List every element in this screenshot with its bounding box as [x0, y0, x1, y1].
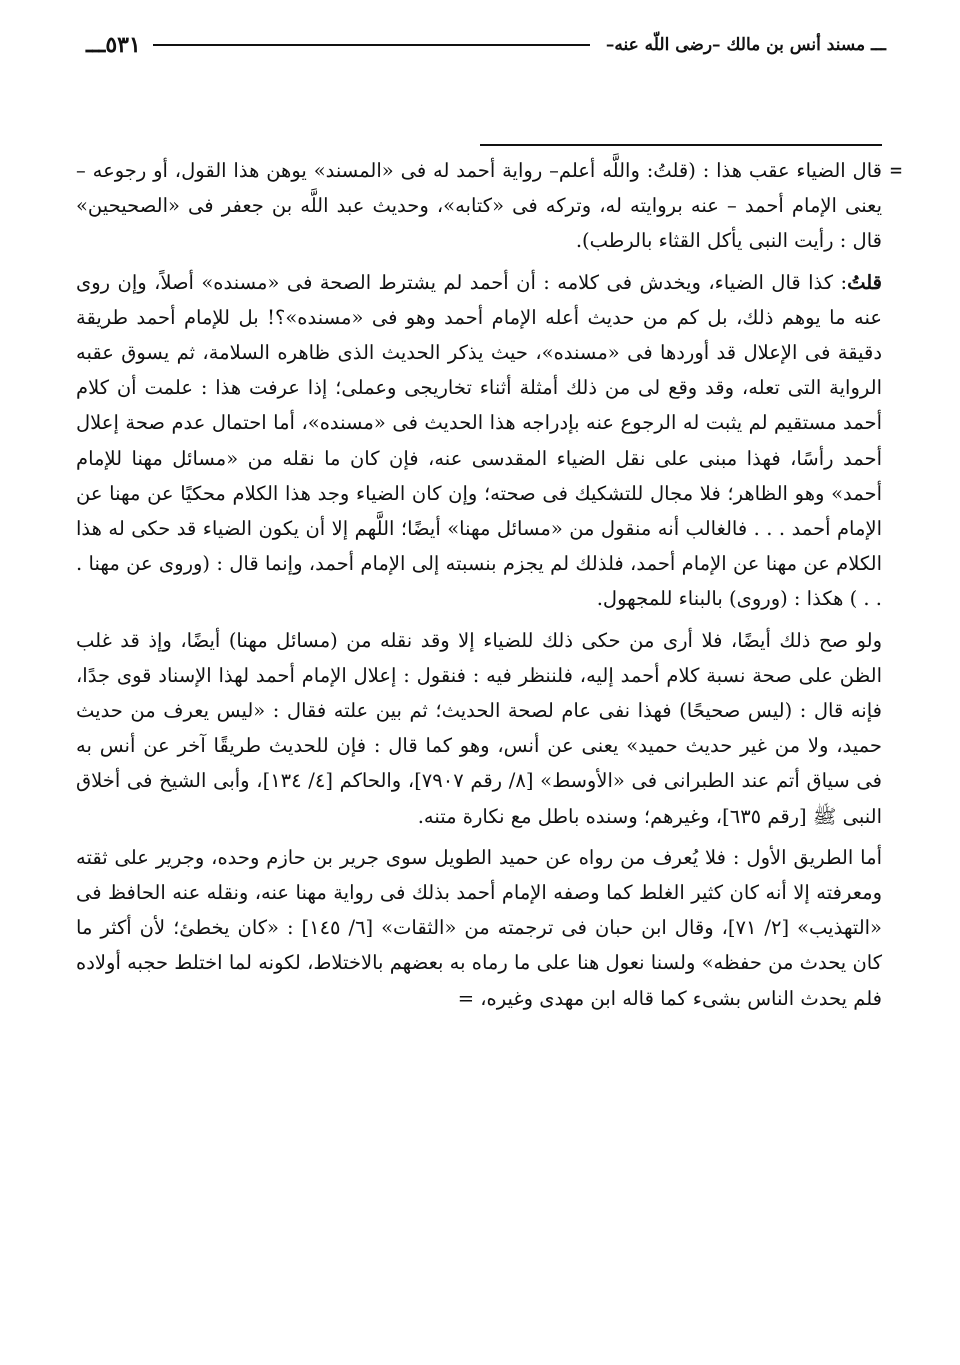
running-header [78, 30, 886, 60]
footnote-separator [480, 144, 882, 146]
running-title: ـــ مسند أنس بن مالك –رضى اللّه عنه– [605, 35, 886, 55]
footnote-paragraph-2 [76, 265, 882, 617]
page-number-dash: ـــ [86, 32, 106, 58]
page-number [78, 32, 147, 58]
page-number-value: ٥٣١ [105, 32, 141, 58]
footnote-paragraph-2-text: : كذا قال الضياء، ويخدش فى كلامه : أن أحمد لم يشترط الصحة فى «مسنده» أصلاً، وإن روى عنه ما يوهم ذلك، بل كم من حديث أعله الإمام أحمد وهو فى «مسنده»؟! بل للإمام أحمد طريقة دقيقة فى الإعلال قد أوردها فى «مسنده»، حيث يذكر الحديث الذى ظاهره السلامة، ثم يسوق عقبه الرواية التى تعله، وقد وقع لى من ذلك أمثلة أثناء تخاريجى وعملى؛ إذا عرفت هذا : علمت أن كلام أحمد مستقيم لم يثبت له الرجوع عنه بإدراجه هذا الحديث فى «مسنده»، أما احتمال عدم صحة إعلال أحمد رأسًا، فهذا مبنى على نقل الضياء المقدسى عنه، فإن كان ما نقله من «مسائل مهنا للإمام أحمد» وهو الظاهر؛ فلا مجال للتشكيك فى صحته؛ وإن كان الضياء وجد هذا الكلام محكيًا عن مهنا عن الإمام أحمد . . . فالغالب أنه منقول من «مسائل مهنا» أيضًا؛ اللَّهم إلا أن يكون الضياء قد حكى له هذا الكلام عن مهنا عن الإمام أحمد، فلذلك لم يجزم بنسبته إلى الإمام أحمد، وإنما قال : (وروى عن مهنا . . . ) هكذا : (وروى) بالبناء للمجهول. [76, 270, 882, 611]
footnote-paragraph-3: ولو صح ذلك أيضًا، فلا أرى من حكى ذلك للضياء إلا وقد نقله من (مسائل مهنا) أيضًا، وإذ قد غلب الظن على صحة نسبة كلام أحمد إليه، فلننظر فيه : فنقول : إعلال الإمام أحمد لهذا الإسناد قوى جدًا، فإنه قال : (ليس صحيحًا) فهذا نفى عام لصحة الحديث؛ ثم بين علته فقال : «ليس يعرف من حديث حميد، ولا من غير حديث حميد» يعنى عن أنس، وهو كما قال : فإن للحديث طريقًا آخر عن أنس به فى سياق أتم عند الطبرانى فى «الأوسط» [٨/ رقم ٧٩٠٧]، والحاكم [٤/ ١٣٤]، وأبى الشيخ فى أخلاق النبى ﷺ [رقم ٦٣٥]، وغيرهم؛ وسنده باطل مع نكارة متنه. [76, 628, 883, 828]
footnote-paragraph-1: قال الضياء عقب هذا : (قلتُ: واللَّه أعلم– رواية أحمد له فى «المسند» يوهن هذا القول، أو رجوعه –يعنى الإمام أحمد – عنه بروايته له، وتركه فى «كتابه»، وحديث عبد اللَّه بن جعفر فى «الصحيحين» قال : رأيت النبى يأكل القثاء بالرطب). [76, 159, 882, 253]
footnote-continuation-mark: = [889, 158, 902, 182]
paragraph-lead-qultu: قلتُ [847, 270, 882, 294]
footnote-body [76, 153, 882, 1016]
footnote-paragraph-4: أما الطريق الأول : فلا يُعرف من رواه عن حميد الطويل سوى جرير بن حازم وحده، وجرير على ثقته ومعرفته إلا أنه كان كثير الغلط كما وصفه الإمام أحمد بذلك فى رواية مهنا عنه، ونقله عنه الحافظ فى «التهذيب» [٢/ ٧١]، وقال ابن حبان فى ترجمته من «الثقات» [٦/ ١٤٥] : «كان يخطئ؛ لأن أكثر ما كان يحدث من حفظه» ولسنا نعول هنا على ما رماه به بعضهم بالاختلاط، لكونه لما اختلط حجبه أولاده فلم يحدث الناس بشىء كما قاله ابن مهدى وغيره، = [76, 845, 883, 1010]
header-rule [153, 44, 590, 46]
